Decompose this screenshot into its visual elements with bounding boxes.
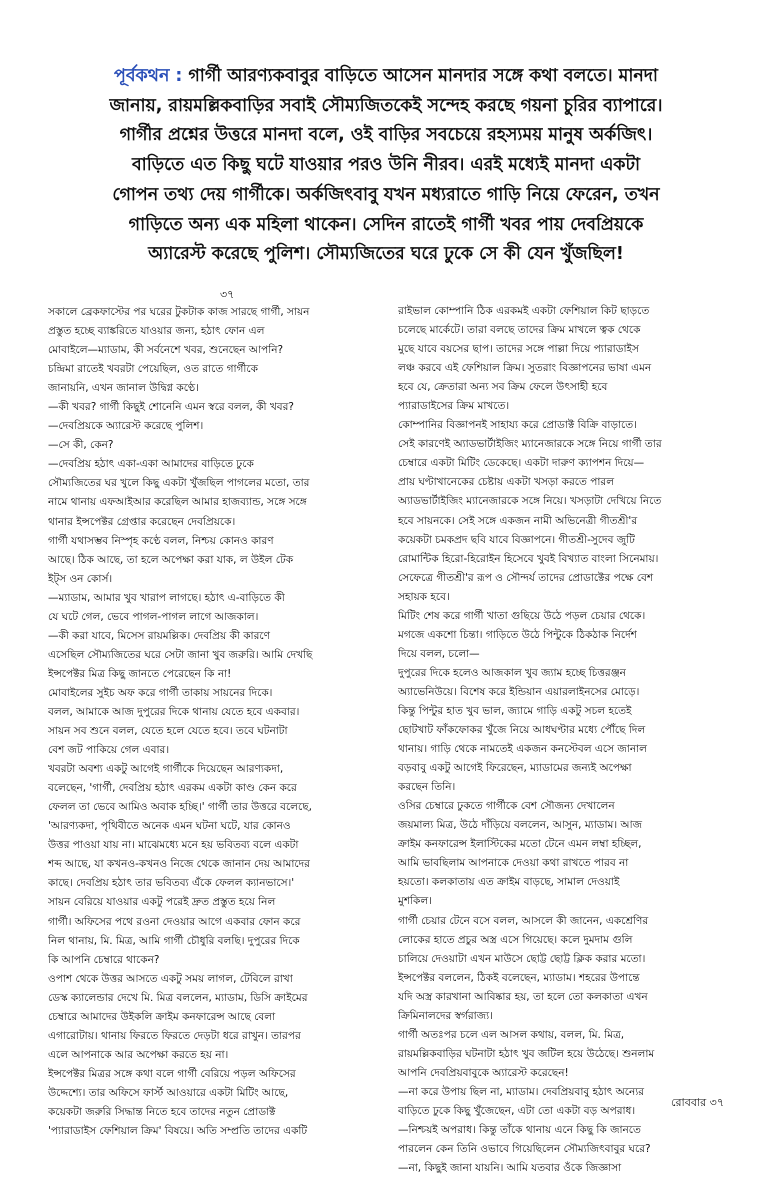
text-line: কয়েকটা জরুরি সিদ্ধান্ত নিতে হবে তাদের নতুন প্রোডাক্ট: [48, 1105, 276, 1118]
story-summary: [30, 62, 742, 270]
text-line: —কী করা যাবে, মিসেস রায়মল্লিক। দেবপ্রিয় কী কারণে: [48, 629, 270, 642]
text-line: সৌম্যজিতের ঘর খুলে কিছু একটা খুঁজছিল পাগলের মতো, তার: [48, 477, 310, 490]
text-line: কিন্তু পিন্টুর হাত খুব ভাল, জ্যামে গাড়ি একটু সচল হতেই: [398, 704, 632, 717]
text-line: চন্দ্রিমা রাতেই খবরটা পেয়েছিল, ওত রাতে গার্গীকে: [48, 363, 258, 376]
text-line: —ম্যাডাম, আমার খুব খারাপ লাগছে। হঠাৎ এ-বাড়িতে কী: [48, 591, 285, 604]
text-line: —নিশ্চয়ই অপরাধ। কিন্তু তাঁকে থানায় এনে কিছু কি জানতে: [398, 1124, 641, 1137]
text-line: চলেছে মার্কেটে। তারা বলছে তাদের ক্রিম মাখলে ত্বক থেকে: [398, 324, 641, 337]
text-line: প্যারাডাইসের ক্রিম মাখতে।: [398, 400, 510, 413]
text-line: অ্যাডভার্টাইজিং ম্যানেজারকে সঙ্গে নিয়ে। খসড়াটা দেখিয়ে নিতে: [398, 495, 662, 508]
text-line: ক্রিমিনালদের স্বর্গরাজ্য।: [398, 1009, 493, 1022]
text-line: বাড়িতে ঢুকে কিছু খুঁজেছেন, এটা তো একটা বড় অপরাধ।: [398, 1104, 636, 1117]
text-line: শব্দ আছে, যা কখনও-কখনও নিজে থেকে জানান দেয় আমাদের: [48, 858, 310, 871]
text-line: করছেন তিনি।: [398, 781, 456, 794]
text-line: উত্তর পাওয়া যায় না। মাঝেমধ্যে মনে হয় ভবিতব্য বলে একটা: [48, 839, 299, 852]
text-line: ইট্স ওন কোর্স।: [48, 572, 113, 585]
text-line: ইন্সপেক্টর মিত্রর সঙ্গে কথা বলে গার্গী বেরিয়ে পড়ল অফিসের: [48, 1067, 296, 1080]
text-line: যদি অস্ত্র কারখানা আবিষ্কার হয়, তা হলে তো কলকাতা এখন: [398, 990, 648, 1003]
text-line: থানার ইন্সপেক্টর গ্রেপ্তার করেছেন দেবপ্রিয়কে।: [48, 515, 236, 528]
text-line: ক্রাইম কনফারেন্স ইলাস্টিকের মতো টেনে এমন লম্বা হচ্ছিল,: [398, 838, 642, 851]
text-line: রোমান্টিক হিরো-হিরোইন হিসেবে খুবই বিখ্যাত বাংলা সিনেমায়।: [398, 552, 659, 565]
text-line: হয়তো। কলকাতায় এত ক্রাইম বাড়ছে, সামাল দেওয়াই: [398, 876, 620, 889]
text-line: —না করে উপায় ছিল না, ম্যাডাম। দেবপ্রিয়বাবু হঠাৎ অন্যের: [398, 1085, 645, 1098]
text-line: প্রস্তুত হচ্ছে ব্যাঙ্করিতে যাওয়ার জন্য, হঠাৎ ফোন এল: [48, 325, 265, 338]
text-line: মুশকিল।: [398, 895, 432, 908]
text-line: সেফেত্রে গীতশ্রী'র রূপ ও সৌন্দর্য তাদের প্রোডাক্টের পক্ষে বেশ: [398, 571, 654, 584]
text-line: গার্গী যথাসম্ভব নিস্পৃহ কণ্ঠে বলল, নিশ্চয় কোনও কারণ: [48, 534, 274, 547]
text-line: এসেছিল সৌম্যজিতের ঘরে সেটা জানা খুব জরুরি। আমি দেখছি: [48, 648, 313, 661]
text-line: জানায়নি, এখন জানাল উদ্বিগ্ন কণ্ঠে।: [48, 382, 199, 395]
text-line: ওপাশ থেকে উত্তর আসতে একটু সময় লাগল, টেবিলে রাখা: [48, 972, 293, 985]
summary-line: গোপন তথ্য দেয় গার্গীকে। অর্কজিৎবাবু যখন মধ্যরাতে গাড়ি নিয়ে ফেরেন, তখন: [112, 184, 660, 205]
summary-line: গার্গীর প্রশ্নের উত্তরে মানদা বলে, ওই বাড়ির সবচেয়ে রহস্যময় মানুষ অর্কজিৎ।: [119, 125, 653, 146]
summary-line: [30, 62, 742, 92]
text-line: উদ্দেশ্যে। তার অফিসে ফার্স্ট আওয়ারে একটা মিটিং আছে,: [48, 1086, 289, 1099]
summary-text: গার্গী আরণ্যকবাবুর বাড়িতে আসেন মানদার সঙ্গে কথা বলতে। মানদা: [182, 66, 658, 86]
text-line: সেই কারণেই অ্যাডভার্টাইজিং ম্যানেজারকে সঙ্গে নিয়ে গার্গী তার: [398, 438, 662, 451]
text-line: নামে থানায় এফআইআর করেছিল আমার হাজব্যান্ড, সঙ্গে সঙ্গে: [48, 496, 307, 509]
text-line: বলল, আমাকে আজ দুপুরের দিকে থানায় যেতে হবে একবার।: [48, 705, 300, 718]
text-line: হবে যে, ক্রেতারা অন্য সব ক্রিম ফেলে উৎসাহী হবে: [398, 381, 608, 394]
text-line: কাছে। দেবপ্রিয় হঠাৎ তার ভবিতব্য এঁকে ফেলল ক্যানভাসে।': [48, 877, 295, 890]
text-line: 'প্যারাডাইস ফেশিয়াল ক্রিম' বিষয়ে। অতি সম্প্রতি তাদের একটি: [48, 1125, 308, 1138]
text-line: গার্গী অতঃপর চলে এল আসল কথায়, বলল, মি. মিত্র,: [398, 1028, 625, 1041]
text-line: যে ঘটে গেল, ভেবে পাগল-পাগল লাগে আজকাল।: [48, 610, 259, 623]
text-line: গার্গী। অফিসের পথে রওনা দেওয়ার আগে একবার ফোন করে: [48, 915, 301, 928]
text-line: রাইভাল কোম্পানি ঠিক এরকমই একটা ফেশিয়াল কিট ছাড়তে: [398, 305, 650, 317]
summary-line: গাড়িতে অন্য এক মহিলা থাকেন। সেদিন রাতেই গার্গী খবর পায় দেবপ্রিয়কে: [128, 214, 644, 235]
page-number-top: ৩৭: [220, 288, 235, 301]
text-line: ছোটখাট ফাঁকফোকর খুঁজে নিয়ে আধঘণ্টার মধ্যে পৌঁছে দিল: [398, 724, 646, 737]
text-line: 'আরণ্যকদা, পৃথিবীতে অনেক এমন ঘটনা ঘটে, যার কোনও: [48, 820, 291, 833]
text-line: সহায়ক হবে।: [398, 590, 450, 603]
text-line: —দেবপ্রিয়কে অ্যারেস্ট করেছে পুলিশ।: [48, 420, 204, 433]
text-line: —না, কিছুই জানা যায়নি। আমি যতবার ওঁকে জিজ্ঞাসা: [398, 1162, 622, 1175]
text-line: চালিয়ে দেওয়াটা এখন মাউসে ছোট্ট ছোট্ট ক্লিক করার মতো।: [398, 952, 646, 965]
text-line: হবে সায়নকে। সেই সঙ্গে একজন নামী অভিনেত্রী গীতশ্রী'র: [398, 514, 638, 527]
right-column: [398, 302, 742, 1178]
text-line: এগারোটায়। থানায় ফিরতে ফিরতে দেড়টা ধরে রাখুন। তারপর: [48, 1029, 301, 1042]
text-line: পারলেন কেন তিনি ওভাবে গিয়েছিলেন সৌম্যজিৎবাবুর ঘরে?: [398, 1143, 651, 1156]
text-line: সায়ন বেরিয়ে যাওয়ার একটু পরেই দ্রুত প্রস্তুত হয়ে নিল: [48, 896, 276, 909]
text-line: বলেছেন, 'গার্গী, দেবপ্রিয় হঠাৎ এরকম একটা কাণ্ড কেন করে: [48, 782, 297, 795]
text-line: গার্গী চেয়ার টেনে বসে বলল, আসলে কী জানেন, একশ্রেণির: [398, 914, 649, 927]
left-column: [48, 303, 392, 1141]
text-line: আপনি দেবপ্রিয়বাবুকে অ্যারেস্ট করেছেন!: [398, 1066, 569, 1079]
text-line: বেশ জট পাকিয়ে গেল এবার।: [48, 744, 170, 757]
text-line: মগজে একশো চিন্তা। গাড়িতে উঠে পিন্টুকে ঠিকঠাক নির্দেশ: [398, 628, 637, 641]
text-line: বড়বাবু একটু আগেই ফিরেছেন, ম্যাডামের জন্যই অপেক্ষা: [398, 762, 632, 775]
text-line: আছে। ঠিক আছে, তা হলে অপেক্ষা করা যাক, ল উইল টেক: [48, 553, 294, 566]
text-line: অ্যাভেনিউয়ে। বিশেষ করে ইন্ডিয়ান এয়ারলাইনসের মোড়ে।: [398, 685, 640, 698]
text-line: লোকের হাতে প্রচুর অস্ত্র এসে গিয়েছে। কলে দুমদাম গুলি: [398, 933, 633, 946]
summary-line: অ্যারেস্ট করেছে পুলিশ। সৌম্যজিতের ঘরে ঢুকে সে কী যেন খুঁজছিল!: [148, 244, 624, 265]
text-line: সকালে ব্রেকফাস্টের পর ঘরের টুকটাক কাজ সারছে গার্গী, সায়ন: [48, 306, 310, 318]
text-line: —দেবপ্রিয় হঠাৎ একা-একা আমাদের বাড়িতে ঢুকে: [48, 458, 254, 471]
text-line: —কী খবর? গার্গী কিছুই শোনেনি এমন স্বরে বলল, কী খবর?: [48, 401, 294, 414]
text-line: চেম্বারে আমাদের উইকলি ক্রাইম কনফারেন্স আছে বেলা: [48, 1010, 276, 1023]
text-line: দুপুরের দিকে হলেও আজকাল খুব জ্যাম হচ্ছে চিত্তরঞ্জন: [398, 666, 626, 679]
text-line: সায়ন সব শুনে বলল, যেতে হলে যেতে হবে। তবে ঘটনাটা: [48, 725, 288, 738]
summary-lead: পূর্বকথন :: [114, 66, 183, 86]
text-line: মুছে যাবে বয়সের ছাপ। তাদের সঙ্গে পাল্লা দিয়ে প্যারাডাইস: [398, 343, 639, 356]
text-line: ফেলল তা ভেবে আমিও অবাক হচ্ছি।' গার্গী তার উত্তরে বলেছে,: [48, 801, 312, 814]
text-line: রায়মল্লিকবাড়ির ঘটনাটা হঠাৎ খুব জটিল হয়ে উঠেছে। শুনলাম: [398, 1047, 655, 1060]
text-line: খবরটা অবশ্য একটু আগেই গার্গীকে দিয়েছেন আরণ্যকদা,: [48, 763, 284, 776]
text-line: দিয়ে বলল, চলো—: [398, 647, 480, 660]
text-line: লঞ্চ করবে এই ফেশিয়াল ক্রিম। সুতরাং বিজ্ঞাপনের ভাষা এমন: [398, 362, 652, 375]
text-line: মোবাইলের সুইচ অফ করে গার্গী তাকায় সায়নের দিকে।: [48, 686, 273, 699]
text-line: কোম্পানির বিজ্ঞাপনই সাহায্য করে প্রোডাক্ট বিক্রি বাড়াতে।: [398, 419, 637, 432]
text-line: মিটিং শেষ করে গার্গী খাতা গুছিয়ে উঠে পড়ল চেয়ার থেকে।: [398, 609, 646, 622]
text-line: জয়মাল্য মিত্র, উঠে দাঁড়িয়ে বললেন, আসুন, ম্যাডাম। আজ: [398, 819, 643, 832]
text-line: চেম্বারে একটা মিটিং ডেকেছে। একটা দারুণ ক্যাপশন দিয়ে—: [398, 457, 645, 470]
text-line: কি আপনি চেম্বারে থাকেন?: [48, 953, 160, 966]
text-line: এলে আপনাকে আর অপেক্ষা করতে হয় না।: [48, 1048, 229, 1061]
text-line: নিল থানায়, মি. মিত্র, আমি গার্গী চৌধুরি বলছি। দুপুরের দিকে: [48, 934, 300, 947]
text-line: প্রায় ঘণ্টাখানেকের চেষ্টায় একটা খসড়া করতে পারল: [398, 476, 615, 489]
summary-line: বাড়িতে এত কিছু ঘটে যাওয়ার পরও উনি নীরব। এরই মধ্যেই মানদা একটা: [131, 155, 640, 176]
summary-line: জানায়, রায়মল্লিকবাড়ির সবাই সৌম্যজিতকেই সন্দেহ করছে গয়না চুরির ব্যাপারে।: [109, 95, 663, 116]
text-line: আমি ভাবছিলাম আপনাকে দেওয়া কথা রাখতে পারব না: [398, 857, 629, 870]
text-line: মোবাইলে—ম্যাডাম, কী সর্বনেশে খবর, শুনেছেন আপনি?: [48, 344, 284, 357]
text-line: থানায়। গাড়ি থেকে নামতেই একজন কনস্টেবল এসে জানাল: [398, 743, 647, 756]
text-line: —সে কী, কেন?: [48, 439, 114, 452]
page-footer: রোববার ৩৭: [671, 1096, 724, 1109]
text-line: ইন্সপেক্টর বললেন, ঠিকই বলেছেন, ম্যাডাম। শহরের উপান্তে: [398, 971, 640, 984]
text-line: ওসির চেম্বারে ঢুকতে গার্গীকে বেশ সৌজন্য দেখালেন: [398, 800, 615, 813]
text-line: ইন্সপেক্টর মিত্র কিছু জানতে পেরেছেন কি না!: [48, 667, 232, 680]
text-line: কয়েকটা চমকপ্রদ ছবি যাবে বিজ্ঞাপনে। গীতশ্রী-সুদেব জুটি: [398, 533, 635, 546]
text-line: ডেস্ক ক্যালেন্ডার দেখে মি. মিত্র বললেন, ম্যাডাম, ডিসি ক্রাইমের: [48, 991, 308, 1004]
